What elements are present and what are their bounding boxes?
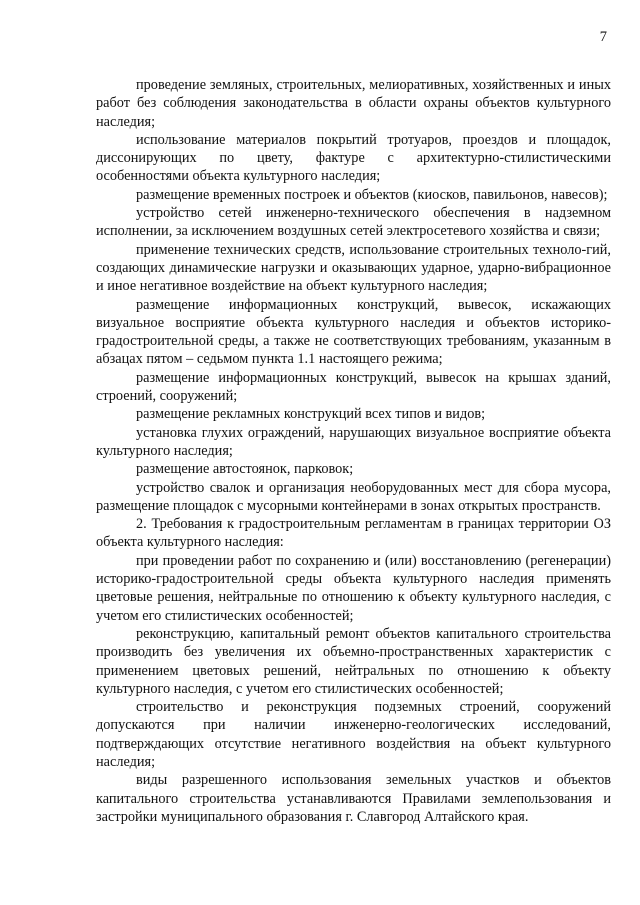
paragraph-paving-materials: использование материалов покрытий тротуаров, проездов и площадок, диссонирующих по цвету, фактуре с архитектурно-стилистическими особенностями объекта культурного наследия; bbox=[96, 131, 611, 185]
document-body bbox=[96, 76, 611, 826]
paragraph-solid-fences: установка глухих ограждений, нарушающих визуальное восприятие объекта культурного наследия; bbox=[96, 424, 611, 459]
paragraph-technical-means: применение технических средств, использование строительных техноло-гий, создающих динамические нагрузки и оказывающих ударное, ударно-вибрационное и иное негативное воздействие на объект культурного наследия; bbox=[96, 241, 611, 295]
paragraph-land-use: виды разрешенного использования земельных участков и объектов капитального строительства устанавливаются Правилами землепользования и застройки муниципального образования г. Славгород Алтайского края. bbox=[96, 772, 611, 825]
page-number: 7 bbox=[599, 29, 607, 45]
paragraph-info-structures: размещение информационных конструкций, вывесок, искажающих визуальное восприятие объекта культурного наследия и объектов историко-градостроительной среды, а также не соответствующих требованиям, указанным в абзацах пятом – седьмом пункта 1.1 настоящего режима; bbox=[96, 296, 611, 368]
paragraph-parking: размещение автостоянок, парковок; bbox=[136, 461, 354, 478]
paragraph-underground: строительство и реконструкция подземных строений, сооружений допускаются при наличии инженерно-геологических исследований, подтверждающих отсутствие негативного воздействия на объект культурного наследия; bbox=[96, 699, 611, 770]
paragraph-earthworks: проведение земляных, строительных, мелиоративных, хозяйственных и иных работ без соблюдения законодательства в области охраны объектов культурного наследия; bbox=[96, 77, 611, 130]
paragraph-advertising: размещение рекламных конструкций всех типов и видов; bbox=[136, 406, 486, 423]
paragraph-roof-signs: размещение информационных конструкций, вывесок на крышах зданий, строений, сооружений; bbox=[96, 369, 611, 405]
paragraph-color-solutions: при проведении работ по сохранению и (или) восстановлению (регенерации) историко-градостроительной среды объекта культурного наследия применять цветовые решения, нейтральные по отношению к объекту культурного наследия, с учетом его стилистических особенностей; bbox=[96, 552, 611, 624]
paragraph-temporary-structures: размещение временных построек и объектов (киосков, павильонов, навесов); bbox=[136, 186, 608, 203]
paragraph-dumps: устройство свалок и организация необорудованных мест для сбора мусора, размещение площадок с мусорными контейнерами в зонах открытых пространств. bbox=[96, 479, 611, 514]
paragraph-reconstruction: реконструкцию, капитальный ремонт объектов капитального строительства производить без увеличения их объемно-пространственных характеристик с применением цветовых решений, нейтральных по отношению к объекту культурного наследия, с учетом его стилистических особенностей; bbox=[96, 625, 611, 697]
paragraph-section-2-heading: 2. Требования к градостроительным регламентам в границах территории ОЗ объекта культурного наследия: bbox=[96, 516, 611, 551]
paragraph-utility-networks: устройство сетей инженерно-технического обеспечения в надземном исполнении, за исключением воздушных сетей электросетевого хозяйства и связи; bbox=[96, 205, 611, 240]
